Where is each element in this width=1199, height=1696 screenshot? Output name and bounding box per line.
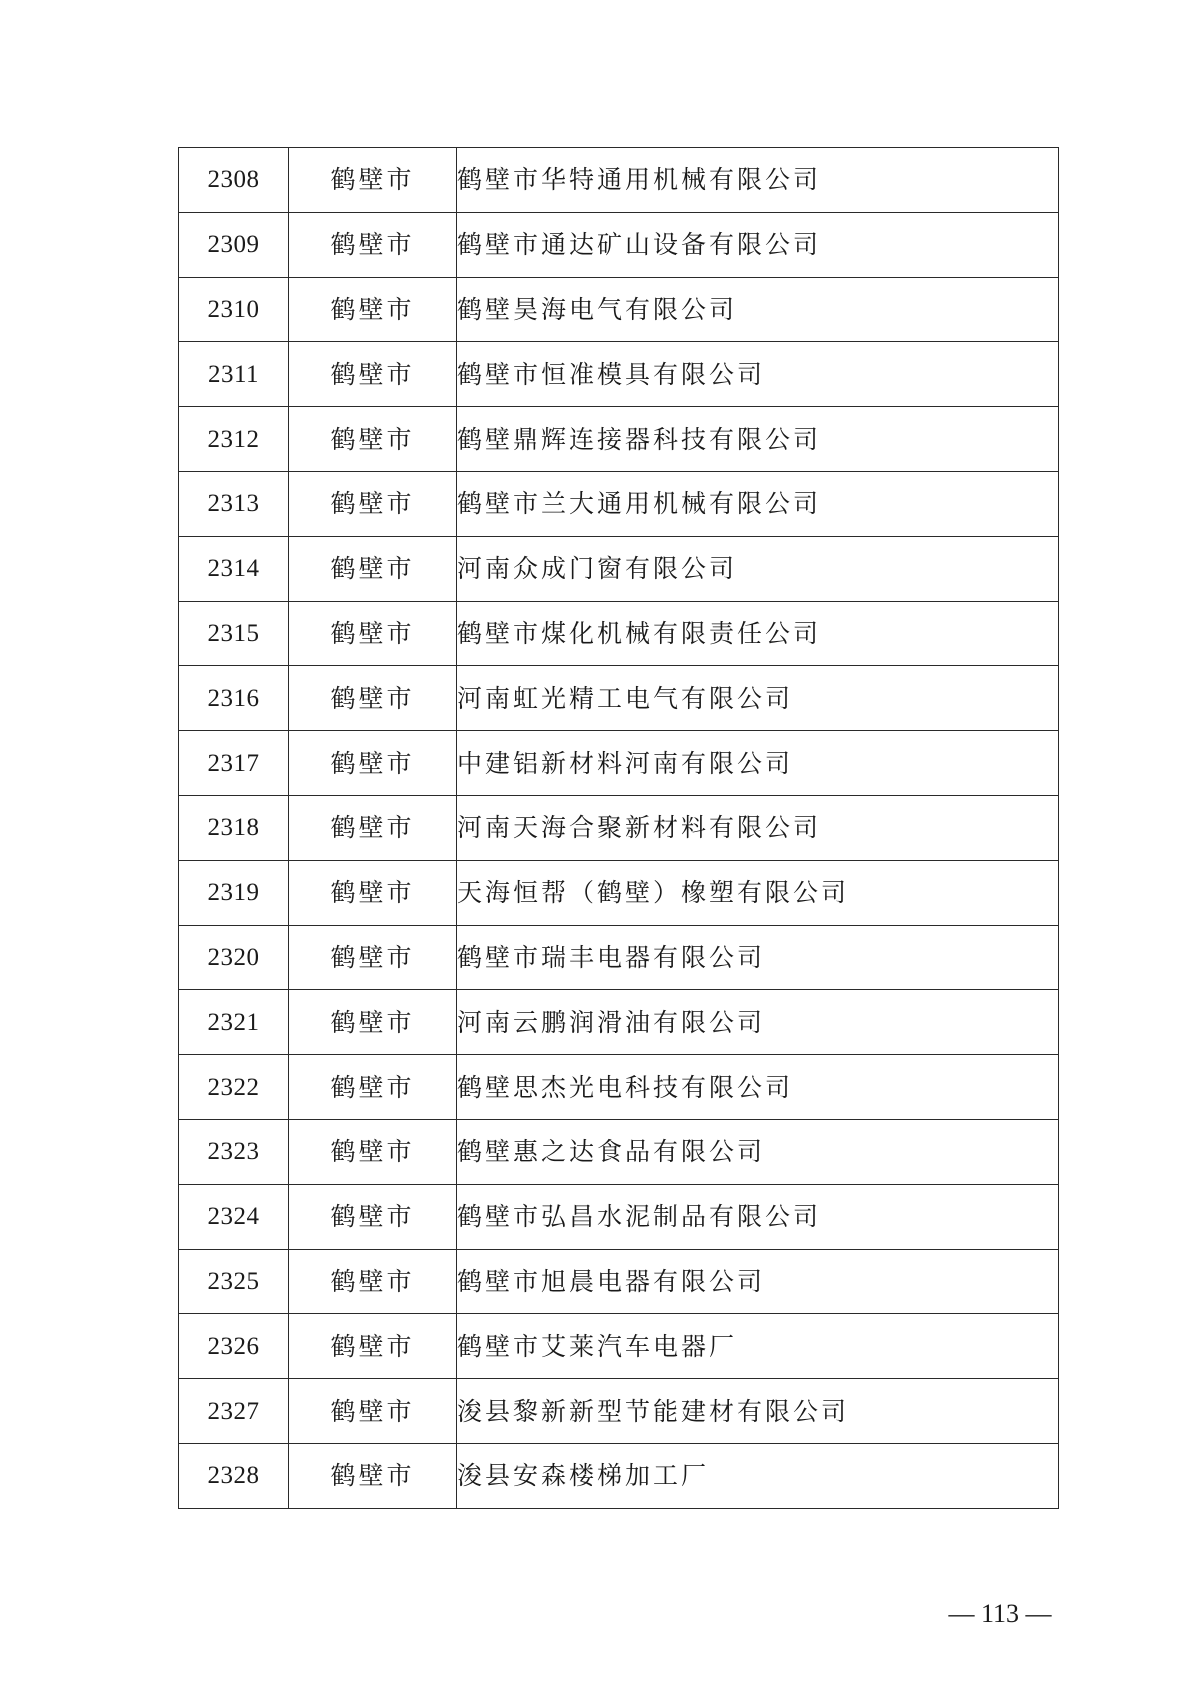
table-row bbox=[179, 407, 1059, 472]
table-row bbox=[179, 925, 1059, 990]
table-row bbox=[179, 342, 1059, 407]
city-cell: 鹤壁市 bbox=[289, 1379, 457, 1444]
table-row bbox=[179, 990, 1059, 1055]
company-name-cell: 河南虹光精工电气有限公司 bbox=[457, 666, 1059, 731]
table-row bbox=[179, 1184, 1059, 1249]
row-number-cell: 2310 bbox=[179, 277, 289, 342]
city-cell: 鹤壁市 bbox=[289, 471, 457, 536]
row-number-cell: 2315 bbox=[179, 601, 289, 666]
table-row bbox=[179, 277, 1059, 342]
row-number-cell: 2321 bbox=[179, 990, 289, 1055]
company-name-cell: 鹤壁市恒准模具有限公司 bbox=[457, 342, 1059, 407]
row-number-cell: 2322 bbox=[179, 1055, 289, 1120]
company-name-cell: 天海恒帮（鹤壁）橡塑有限公司 bbox=[457, 860, 1059, 925]
city-cell: 鹤壁市 bbox=[289, 277, 457, 342]
table-row bbox=[179, 148, 1059, 213]
table-row bbox=[179, 1443, 1059, 1508]
table-row bbox=[179, 1314, 1059, 1379]
company-list-table bbox=[178, 147, 1059, 1509]
city-cell: 鹤壁市 bbox=[289, 1314, 457, 1379]
row-number-cell: 2312 bbox=[179, 407, 289, 472]
city-cell: 鹤壁市 bbox=[289, 148, 457, 213]
row-number-cell: 2313 bbox=[179, 471, 289, 536]
city-cell: 鹤壁市 bbox=[289, 601, 457, 666]
row-number-cell: 2325 bbox=[179, 1249, 289, 1314]
table-row bbox=[179, 1249, 1059, 1314]
company-name-cell: 鹤壁惠之达食品有限公司 bbox=[457, 1119, 1059, 1184]
table-row bbox=[179, 795, 1059, 860]
row-number-cell: 2326 bbox=[179, 1314, 289, 1379]
company-name-cell: 鹤壁市旭晨电器有限公司 bbox=[457, 1249, 1059, 1314]
row-number-cell: 2323 bbox=[179, 1119, 289, 1184]
table-body bbox=[179, 148, 1059, 1509]
city-cell: 鹤壁市 bbox=[289, 925, 457, 990]
company-name-cell: 鹤壁市兰大通用机械有限公司 bbox=[457, 471, 1059, 536]
table-row bbox=[179, 212, 1059, 277]
city-cell: 鹤壁市 bbox=[289, 731, 457, 796]
row-number-cell: 2308 bbox=[179, 148, 289, 213]
company-name-cell: 浚县安森楼梯加工厂 bbox=[457, 1443, 1059, 1508]
table-row bbox=[179, 1055, 1059, 1120]
company-name-cell: 浚县黎新新型节能建材有限公司 bbox=[457, 1379, 1059, 1444]
company-name-cell: 鹤壁思杰光电科技有限公司 bbox=[457, 1055, 1059, 1120]
city-cell: 鹤壁市 bbox=[289, 1055, 457, 1120]
company-name-cell: 鹤壁市艾莱汽车电器厂 bbox=[457, 1314, 1059, 1379]
table-row bbox=[179, 601, 1059, 666]
row-number-cell: 2327 bbox=[179, 1379, 289, 1444]
table-row bbox=[179, 860, 1059, 925]
company-name-cell: 中建铝新材料河南有限公司 bbox=[457, 731, 1059, 796]
page-number: — 113 — bbox=[948, 1599, 1052, 1628]
city-cell: 鹤壁市 bbox=[289, 407, 457, 472]
city-cell: 鹤壁市 bbox=[289, 342, 457, 407]
city-cell: 鹤壁市 bbox=[289, 990, 457, 1055]
row-number-cell: 2324 bbox=[179, 1184, 289, 1249]
city-cell: 鹤壁市 bbox=[289, 795, 457, 860]
table-row bbox=[179, 731, 1059, 796]
city-cell: 鹤壁市 bbox=[289, 212, 457, 277]
company-name-cell: 鹤壁市瑞丰电器有限公司 bbox=[457, 925, 1059, 990]
row-number-cell: 2309 bbox=[179, 212, 289, 277]
row-number-cell: 2318 bbox=[179, 795, 289, 860]
table-row bbox=[179, 1379, 1059, 1444]
company-name-cell: 鹤壁市华特通用机械有限公司 bbox=[457, 148, 1059, 213]
company-name-cell: 河南云鹏润滑油有限公司 bbox=[457, 990, 1059, 1055]
city-cell: 鹤壁市 bbox=[289, 666, 457, 731]
table-row bbox=[179, 471, 1059, 536]
company-name-cell: 鹤壁昊海电气有限公司 bbox=[457, 277, 1059, 342]
company-name-cell: 鹤壁鼎辉连接器科技有限公司 bbox=[457, 407, 1059, 472]
city-cell: 鹤壁市 bbox=[289, 1184, 457, 1249]
row-number-cell: 2314 bbox=[179, 536, 289, 601]
row-number-cell: 2319 bbox=[179, 860, 289, 925]
company-name-cell: 鹤壁市煤化机械有限责任公司 bbox=[457, 601, 1059, 666]
row-number-cell: 2328 bbox=[179, 1443, 289, 1508]
table-row bbox=[179, 666, 1059, 731]
company-name-cell: 河南众成门窗有限公司 bbox=[457, 536, 1059, 601]
city-cell: 鹤壁市 bbox=[289, 1249, 457, 1314]
city-cell: 鹤壁市 bbox=[289, 860, 457, 925]
table-row bbox=[179, 1119, 1059, 1184]
city-cell: 鹤壁市 bbox=[289, 1119, 457, 1184]
row-number-cell: 2320 bbox=[179, 925, 289, 990]
company-name-cell: 河南天海合聚新材料有限公司 bbox=[457, 795, 1059, 860]
city-cell: 鹤壁市 bbox=[289, 536, 457, 601]
row-number-cell: 2316 bbox=[179, 666, 289, 731]
company-name-cell: 鹤壁市通达矿山设备有限公司 bbox=[457, 212, 1059, 277]
company-name-cell: 鹤壁市弘昌水泥制品有限公司 bbox=[457, 1184, 1059, 1249]
row-number-cell: 2311 bbox=[179, 342, 289, 407]
row-number-cell: 2317 bbox=[179, 731, 289, 796]
city-cell: 鹤壁市 bbox=[289, 1443, 457, 1508]
table-row bbox=[179, 536, 1059, 601]
